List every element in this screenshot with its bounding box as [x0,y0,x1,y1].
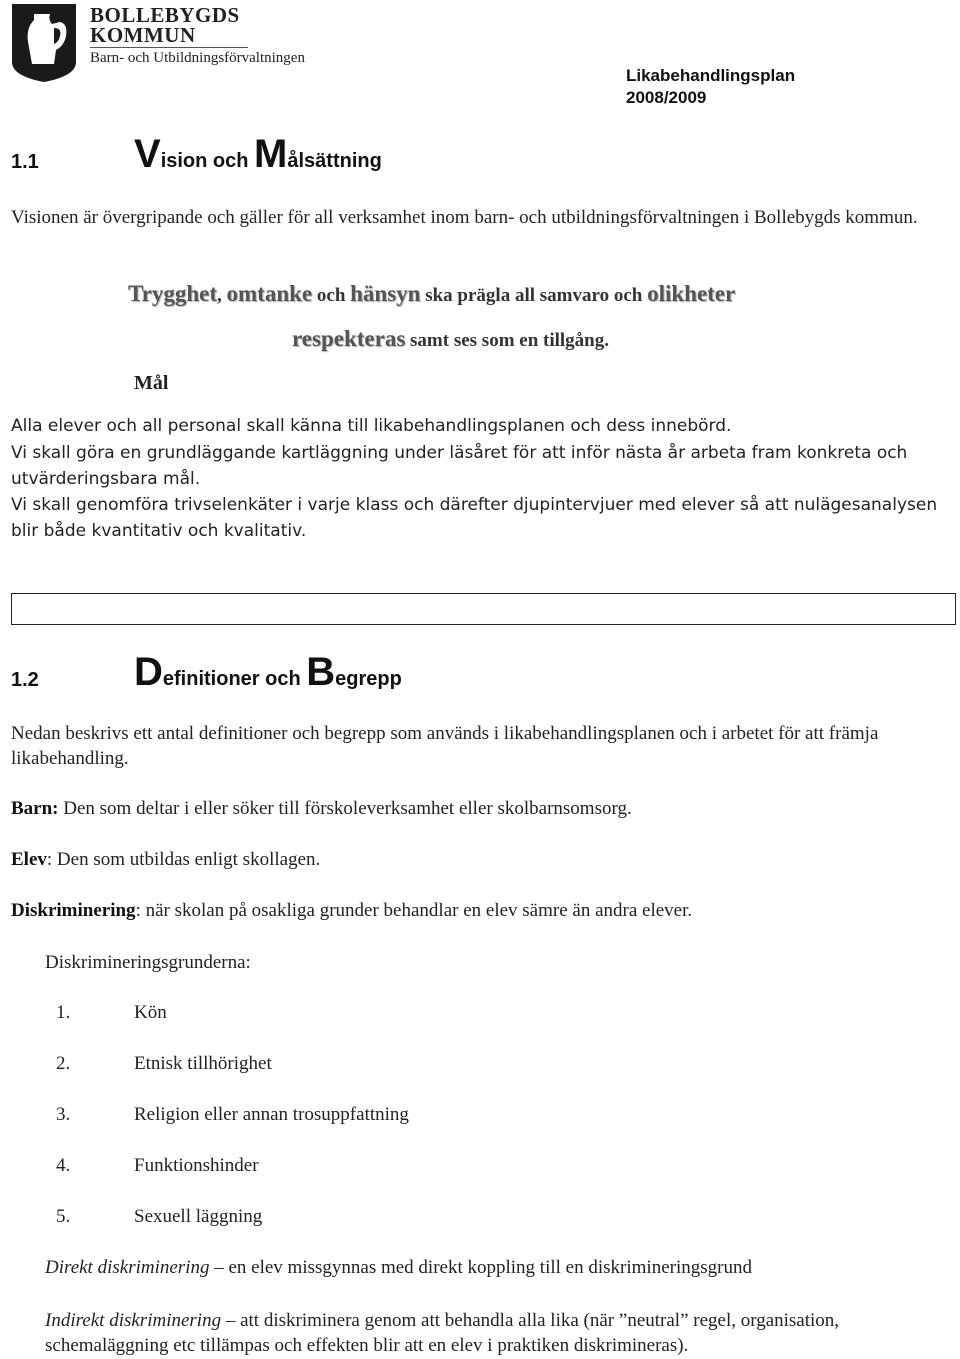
definition-barn: Barn: Den som deltar i eller söker till förskoleverksamhet eller skolbarnsomsorg. [11,798,632,819]
logo-name-line2: KOMMUN [90,23,196,47]
logo-divider [90,47,248,48]
definitions-intro-paragraph: Nedan beskrivs ett antal definitioner och begrepp som används i likabehandlingsplanen och i arbetet för att främja likabehandling. [11,723,879,769]
definition-indirect-discrimination: Indirekt diskriminering – att diskriminera genom att behandla alla lika (när ”neutral” regel, organisation, schemaläggning etc tillämpas och effekten blir att en elev i praktiken diskrimineras). [45,1310,840,1356]
municipality-logo [10,2,360,84]
logo-name-line1: BOLLEBYGDS [90,3,240,27]
definition-elev: Elev: Den som utbildas enligt skollagen. [11,849,321,870]
section-heading-vision: Vision och Målsättning [134,132,382,176]
definition-direct-discrimination: Direkt diskriminering – en elev missgynnas med direkt koppling till en diskrimineringsgrund [45,1257,752,1278]
document-title: Likabehandlingsplan [626,66,796,85]
goal-paragraph-2: Vi skall göra en grundläggande kartläggning under läsåret för att inför nästa år arbeta fram konkreta och utvärderingsbara mål. [11,443,908,489]
section-number-1-2: 1.2 [11,669,39,691]
vision-intro-paragraph: Visionen är övergripande och gäller för all verksamhet inom barn- och utbildningsförvaltningen i Bollebygds kommun. [11,207,918,228]
grounds-heading: Diskrimineringsgrunderna: [45,952,251,973]
goal-paragraph-1: Alla elever och all personal skall känna till likabehandlingsplanen och dess innebörd. [11,416,732,436]
goals-label: Mål [134,372,169,394]
goal-paragraph-3: Vi skall genomföra trivselenkäter i varje klass och därefter djupintervjuer med elever så att nulägesanalysen blir både kvantitativ och kvalitativ. [11,495,938,541]
vision-statement-line2: respekteras samt ses som en tillgång. [292,326,610,351]
section-number-1-1: 1.1 [11,151,39,173]
section-heading-definitions: Definitioner och Begrepp [134,650,402,694]
logo-subtitle: Barn- och Utbildningsförvaltningen [90,50,305,66]
jug-emblem-icon [10,2,82,84]
definition-diskriminering: Diskriminering: när skolan på osakliga grunder behandlar en elev sämre än andra elever. [11,900,693,921]
empty-frame [11,593,956,625]
document-year: 2008/2009 [626,88,707,107]
vision-statement-line1: Trygghet, omtanke och hänsyn ska prägla all samvaro och olikheter [128,281,736,306]
